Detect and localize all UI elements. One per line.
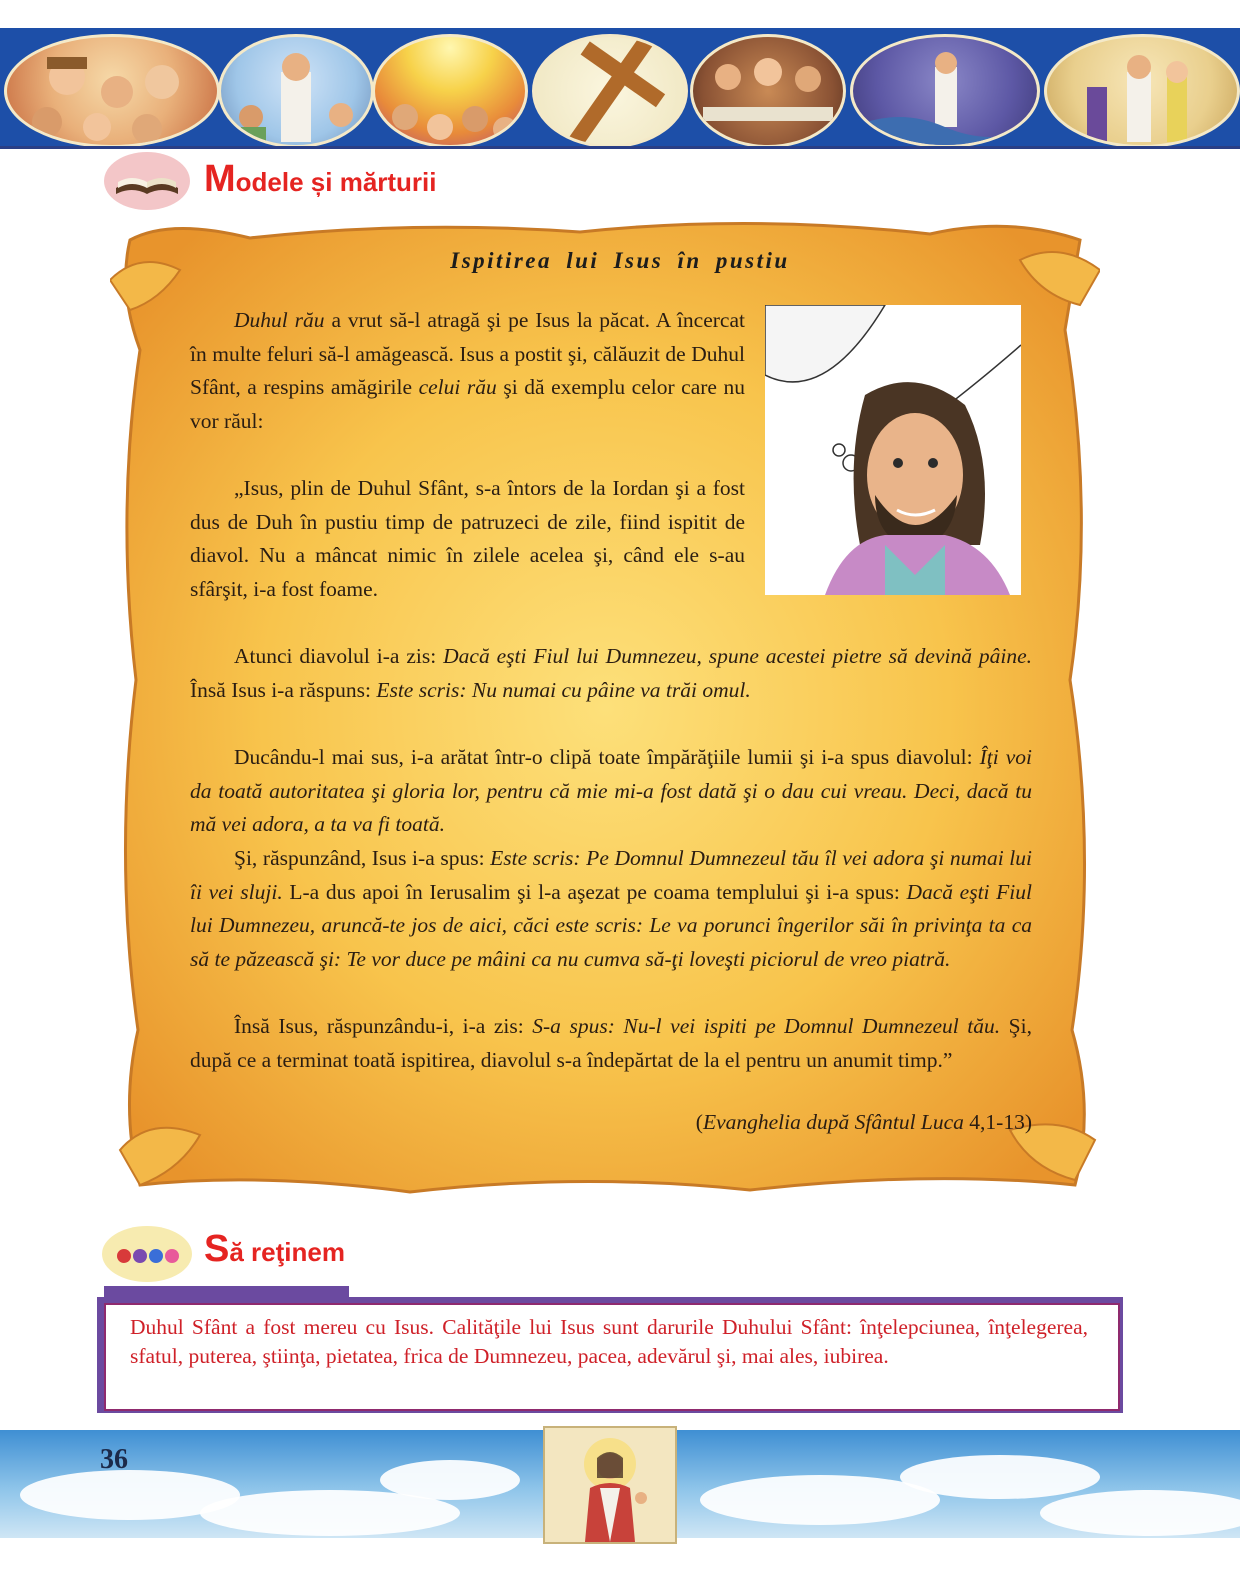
story-p4-text-1: Ducându-l mai sus, i-a arătat într-o clipă toate împărăţiile lumii şi i-a spus diavolul: — [234, 745, 980, 769]
story-p3-italic-2: Este scris: Nu numai cu pâine va trăi omul. — [376, 677, 751, 702]
banner-medallion-children — [4, 34, 220, 148]
retinem-badge — [102, 1226, 192, 1282]
story-p3-text-2: Însă Isus i-a răspuns: — [190, 677, 377, 702]
story-p6-italic-1: S-a spus: Nu-l vei ispiti pe Domnul Dumnezeul tău. — [532, 1014, 1001, 1038]
cloud — [900, 1455, 1100, 1499]
retinem-title-initial: S — [204, 1228, 230, 1270]
story-paragraph-3 — [190, 640, 1032, 707]
banner-divider — [0, 146, 1240, 149]
open-book-icon — [104, 152, 190, 210]
jesus-blessing-icon — [545, 1428, 675, 1542]
story-p5-text-1: Şi, răspunzând, Isus i-a spus: — [234, 846, 491, 870]
source-gospel-name: Evanghelia după Sfântul Luca — [702, 1110, 964, 1134]
story-p1-italic-2: celui rău — [418, 375, 497, 400]
story-p1-italic-1: Duhul rău — [234, 308, 325, 332]
story-p5-italic-2: Dacă eşti Fiul lui Dumnezeu, aruncă-te jos de aici, căci este scris: Le va porunci îngerilor săi în privinţa ta ca să te păzească şi: Te vor duce pe mâini ca nu cumva să-ţi loveşti piciorul de vreo piatră. — [190, 879, 1032, 971]
jesus-walking-illustration — [1047, 37, 1237, 145]
footer-jesus-image — [543, 1426, 677, 1544]
calming-the-storm-illustration — [853, 37, 1037, 145]
jesus-portrait-icon — [765, 305, 1021, 595]
children-with-jesus-illustration — [7, 37, 217, 145]
story-p3-italic-1: Dacă eşti Fiul lui Dumnezeu, spune acestei pietre să devină pâine. — [443, 644, 1032, 668]
story-paragraph-5 — [190, 842, 1032, 976]
banner-medallion-cross — [532, 34, 688, 148]
story-p1-text-1: a vrut să-l atragă şi pe Isus la păcat. A încercat în multe feluri să-l amăgească. Isus a postit şi, călăuzit de Duhul Sfânt, a respins amăgirile — [190, 308, 745, 400]
wooden-cross-illustration — [535, 37, 685, 145]
story-paragraph-4 — [190, 741, 1032, 842]
section-title-models — [204, 158, 437, 201]
top-banner — [0, 28, 1240, 148]
cloud — [380, 1460, 520, 1500]
story-p6-text-1: Însă Isus, răspunzându-i, i-a zis: — [234, 1014, 533, 1038]
jesus-teaching-illustration — [221, 37, 371, 145]
source-open-paren: ( — [695, 1110, 703, 1134]
last-supper-illustration — [693, 37, 843, 145]
gospel-source-reference — [600, 1110, 1032, 1135]
banner-medallion-supper — [690, 34, 846, 148]
banner-medallion-teaching — [218, 34, 374, 148]
banner-medallion-pentecost — [372, 34, 528, 148]
page-number: 36 — [100, 1444, 128, 1475]
banner-medallion-storm — [850, 34, 1040, 148]
banner-medallion-walking — [1044, 34, 1240, 148]
section-title-initial: M — [204, 158, 236, 200]
section-title-retinem — [204, 1228, 345, 1271]
story-p3-text-1: Atunci diavolul i-a zis: — [234, 644, 444, 668]
colored-dots-icon — [102, 1226, 192, 1282]
story-p2-text: „Isus, plin de Duhul Sfânt, s-a întors de la Iordan şi a fost dus de Duh în pustiu timp de patruzeci de zile, fiind ispitit de diavol. Nu a mâncat nimic în zilele acelea şi, când ele s-au sfârşit, i-a fost foame. — [190, 476, 745, 601]
story-paragraph-1 — [190, 304, 745, 438]
story-p4-italic-1: Îţi voi da toată autoritatea şi gloria lor, pentru că mie mi-a fost dată şi o dau cui vreau. Deci, dacă tu mă vei adora, a ta va fi toată. — [190, 745, 1032, 837]
section-title-text: odele și mărturii — [235, 167, 437, 197]
source-verse-ref: 4,1-13) — [963, 1110, 1032, 1134]
story-p5-text-2: L-a dus apoi în Ierusalim şi l-a aşezat pe coama templului şi i-a spus: — [282, 879, 907, 904]
bible-badge — [104, 152, 190, 210]
story-p5-italic-1: Este scris: Pe Domnul Dumnezeul tău îl vei adora şi numai lui îi vei sluji. — [190, 846, 1032, 904]
story-p1-text-2: şi dă exemplu celor care nu vor răul: — [190, 375, 745, 433]
retinem-title-text: ă reţinem — [229, 1237, 345, 1267]
story-title: Ispitirea lui Isus în pustiu — [450, 248, 790, 273]
story-paragraph-6 — [190, 1010, 1032, 1077]
cloud — [1040, 1490, 1240, 1536]
jesus-thinking-illustration — [765, 305, 1021, 595]
story-p6-text-2: Şi, după ce a terminat toată ispitirea, diavolul s-a îndepărtat de la el pentru un anumit timp.” — [190, 1014, 1032, 1072]
retinem-text: Duhul Sfânt a fost mereu cu Isus. Calităţile lui Isus sunt darurile Duhului Sfânt: înţelepciunea, înţelegerea, sfatul, puterea, ştiinţa, pietatea, frica de Dumnezeu, pacea, adevărul şi, mai ales, iubirea. — [130, 1315, 1088, 1368]
story-paragraph-2 — [190, 472, 745, 606]
pentecost-crowd-illustration — [375, 37, 525, 145]
retinem-box — [104, 1303, 1120, 1411]
